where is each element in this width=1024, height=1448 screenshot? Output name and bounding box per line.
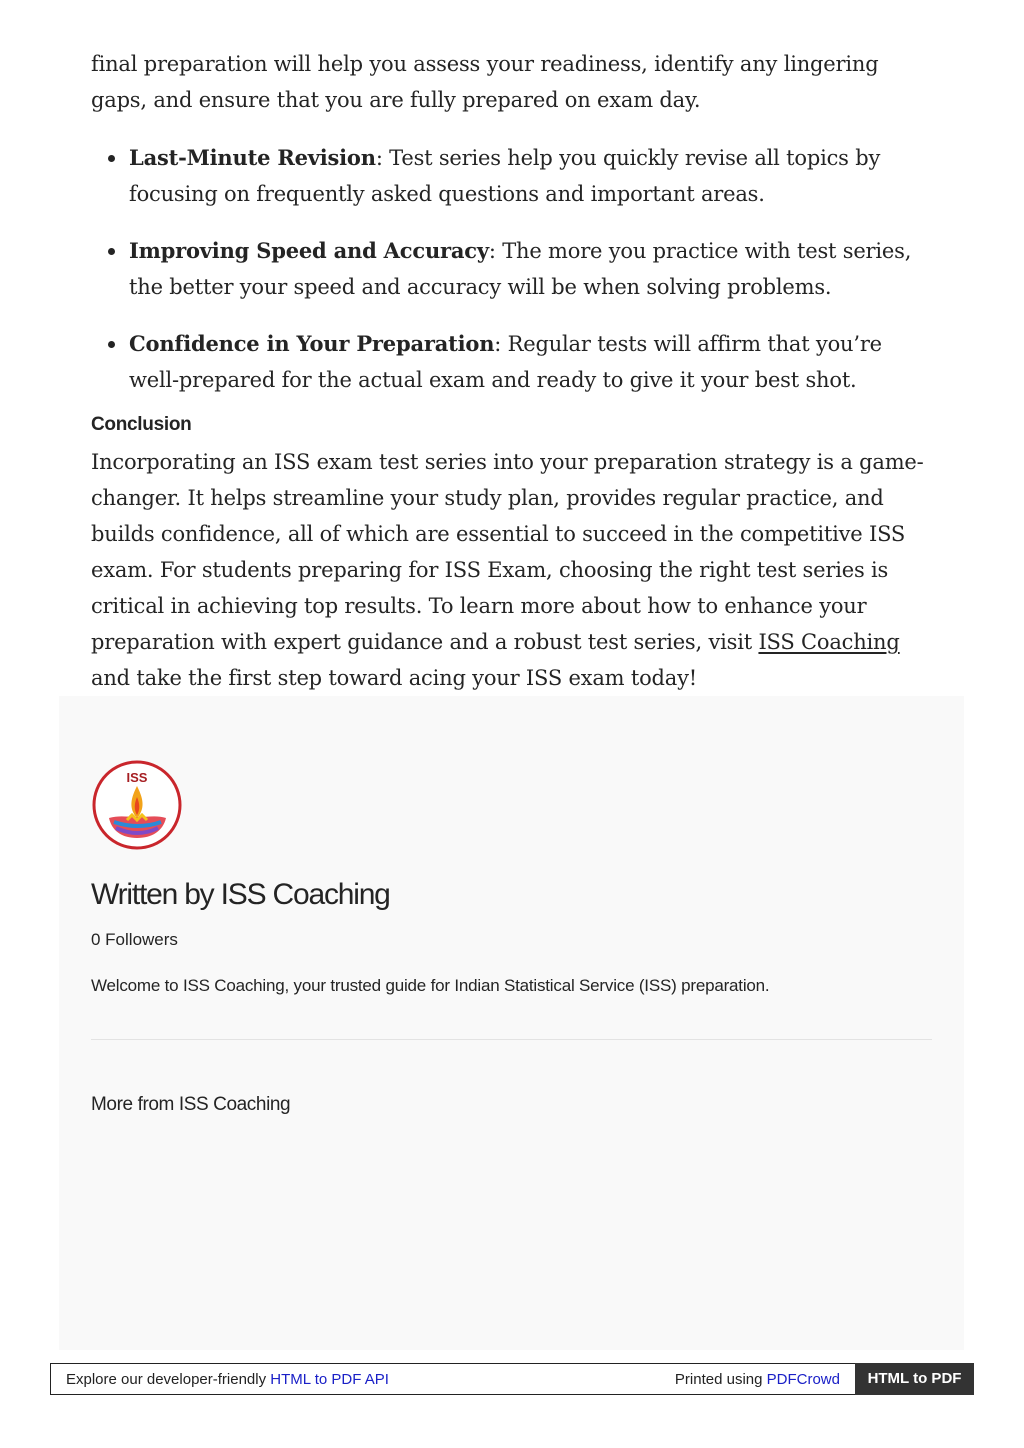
author-panel: [59, 696, 964, 1350]
printed-using-prefix: Printed using: [674, 1371, 767, 1388]
pdfcrowd-link[interactable]: PDFCrowd: [766, 1371, 840, 1388]
list-item-title: Confidence in Your Preparation: [129, 331, 495, 356]
author-title: Written by ISS Coaching: [91, 878, 390, 911]
bullet-icon: [108, 155, 115, 162]
printed-using-message: [675, 1371, 840, 1388]
bullet-icon: [108, 341, 115, 348]
list-item-text: : Test series help you quickly revise all topics by focusing on frequently asked questions and important areas.: [129, 146, 881, 206]
conclusion-text-start: Incorporating an ISS exam test series into your preparation strategy is a game-changer. It helps streamline your study plan, provides regular practice, and builds confidence, all of which are essential to succeed in the competitive ISS exam. For students preparing for ISS Exam, choosing the right test series is critical in achieving top results. To learn more about how to enhance your preparation with expert guidance and a robust test series, visit: [91, 450, 924, 654]
list-item-title: Improving Speed and Accuracy: [129, 238, 489, 263]
list-item-title: Last-Minute Revision: [129, 145, 376, 170]
bullet-icon: [108, 248, 115, 255]
developer-api-prefix: Explore our developer-friendly: [66, 1371, 271, 1388]
followers-count: 0 Followers: [91, 930, 178, 949]
conclusion-paragraph: [91, 444, 936, 696]
article-body: [91, 46, 936, 696]
pdfcrowd-footer: [50, 1363, 974, 1395]
developer-api-message: [66, 1371, 389, 1388]
list-item: [91, 233, 936, 305]
list-item: [91, 326, 936, 398]
divider: [91, 1039, 932, 1040]
author-avatar[interactable]: [92, 760, 182, 850]
conclusion-heading: Conclusion: [91, 414, 192, 435]
list-item-text: : Regular tests will affirm that you’re well-prepared for the actual exam and ready to give it your best shot.: [129, 332, 882, 392]
list-item-text: : The more you practice with test series, the better your speed and accuracy will be when solving problems.: [129, 239, 912, 299]
conclusion-text-end: and take the first step toward acing your ISS exam today!: [91, 666, 698, 690]
avatar-label: ISS: [126, 770, 148, 785]
intro-paragraph: final preparation will help you assess your readiness, identify any lingering gaps, and ensure that you are fully prepared on exam day.: [91, 52, 879, 112]
author-bio: Welcome to ISS Coaching, your trusted guide for Indian Statistical Service (ISS) preparation.: [91, 976, 770, 995]
list-item: [91, 140, 936, 212]
html-to-pdf-button[interactable]: HTML to PDF: [855, 1363, 974, 1395]
html-to-pdf-api-link[interactable]: HTML to PDF API: [270, 1371, 389, 1388]
iss-coaching-link[interactable]: ISS Coaching: [758, 630, 900, 654]
benefits-list: [91, 140, 936, 398]
more-from-heading: More from ISS Coaching: [91, 1094, 291, 1115]
